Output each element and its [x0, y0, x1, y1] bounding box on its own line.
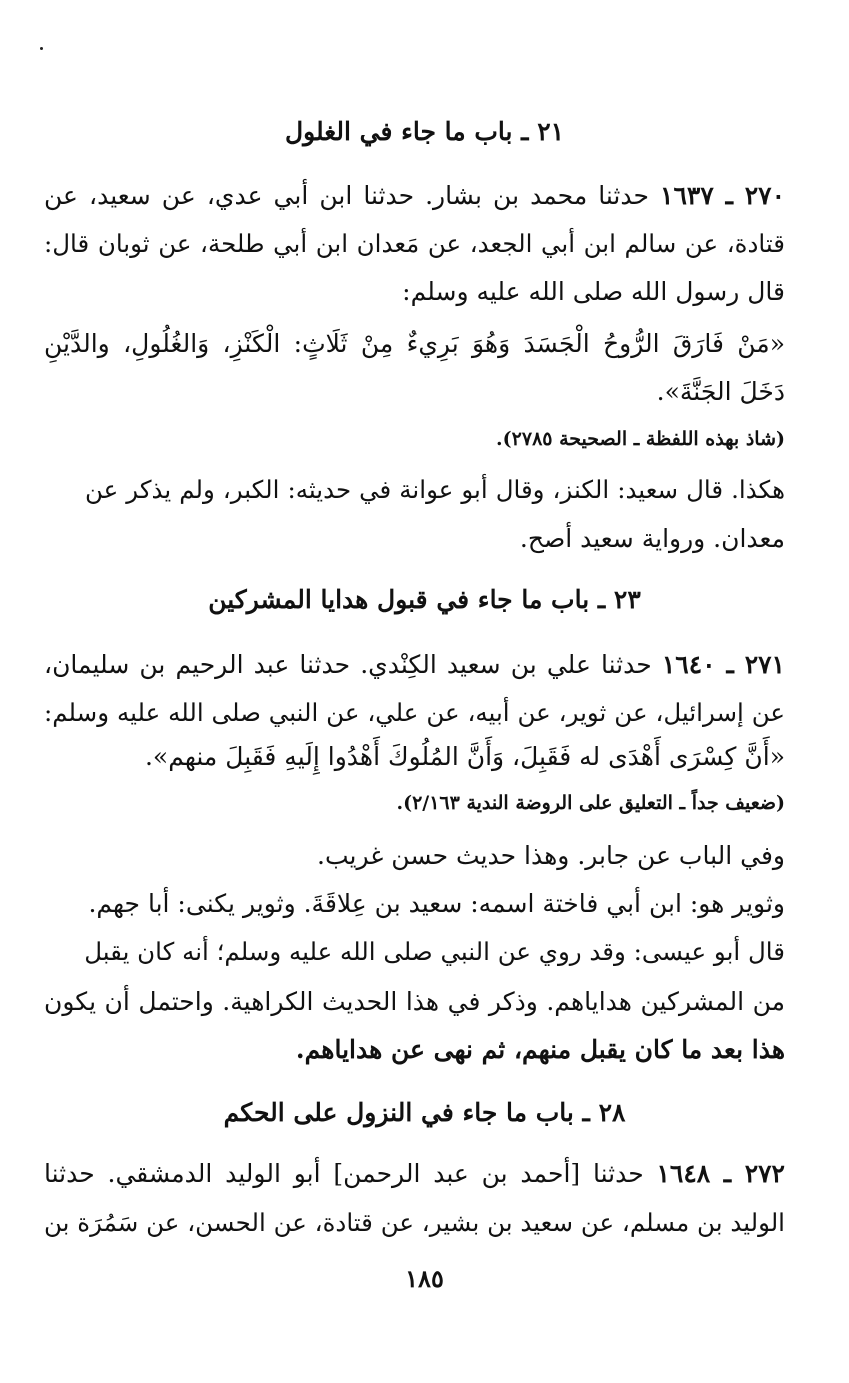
- hadith-271-commentary-1: وفي الباب عن جابر. وهذا حديث حسن غريب.: [317, 841, 785, 870]
- hadith-271-commentary-4: من المشركين هداياهم. وذكر في هذا الحديث الكراهية. واحتمل أن يكون: [44, 987, 785, 1016]
- hadith-270-matn-2: دَخَلَ الجَنَّةَ».: [656, 377, 785, 406]
- page-number: ١٨٥: [405, 1264, 444, 1293]
- hadith-271-line-2: عن إسرائيل، عن ثوير، عن أبيه، عن علي، عن النبي صلى الله عليه وسلم:: [44, 698, 785, 727]
- hadith-270-line-2: قتادة، عن سالم ابن أبي الجعد، عن مَعدان ابن أبي طلحة، عن ثوبان قال:: [44, 229, 785, 258]
- hadith-270-line-1: [44, 176, 785, 216]
- scan-speck: [40, 47, 43, 50]
- hadith-number: ٢٧٢ ـ ١٦٤٨: [656, 1159, 785, 1188]
- hadith-271-commentary-2: وثوير هو: ابن أبي فاختة اسمه: سعيد بن عِلاقَةَ. وثوير يكنى: أبا جهم.: [88, 889, 785, 918]
- hadith-270-matn-1: «مَنْ فَارَقَ الرُّوحُ الْجَسَدَ وَهُوَ بَرِيءٌ مِنْ ثَلَاثٍ: الْكَنْزِ، وَالغُلُولِ، والدَّيْنِ: [44, 329, 785, 358]
- hadith-271-commentary-3: قال أبو عيسى: وقد روي عن النبي صلى الله عليه وسلم؛ أنه كان يقبل: [84, 937, 785, 966]
- chapter-heading-ghulul: ٢١ ـ باب ما جاء في الغلول: [284, 117, 565, 146]
- hadith-270-commentary-2: معدان. ورواية سعيد أصح.: [519, 524, 785, 553]
- chapter-heading-gifts: ٢٣ ـ باب ما جاء في قبول هدايا المشركين: [208, 585, 641, 614]
- hadith-text: حدثنا [أحمد بن عبد الرحمن] أبو الوليد الدمشقي. حدثنا: [44, 1159, 644, 1188]
- hadith-text: حدثنا علي بن سعيد الكِنْدي. حدثنا عبد الرحيم بن سليمان،: [44, 650, 652, 679]
- hadith-272-line-1: [44, 1154, 785, 1194]
- hadith-272-line-2: الوليد بن مسلم، عن سعيد بن بشير، عن قتادة، عن الحسن، عن سَمُرَة بن: [44, 1208, 785, 1237]
- hadith-text: حدثنا محمد بن بشار. حدثنا ابن أبي عدي، عن سعيد، عن: [44, 181, 649, 210]
- hadith-270-commentary-1: هكذا. قال سعيد: الكنز، وقال أبو عوانة في حديثه: الكبر، ولم يذكر عن: [85, 475, 785, 504]
- hadith-271-commentary-5: هذا بعد ما كان يقبل منهم، ثم نهى عن هداياهم.: [295, 1035, 785, 1064]
- hadith-number: ٢٧٠ ـ ١٦٣٧: [660, 181, 786, 210]
- hadith-271-matn: «أَنَّ كِسْرَى أَهْدَى له فَقَبِلَ، وَأَنَّ المُلُوكَ أَهْدُوا إِلَيهِ فَقَبِلَ منهم».: [144, 742, 785, 771]
- chapter-heading-judgment: ٢٨ ـ باب ما جاء في النزول على الحكم: [223, 1098, 626, 1127]
- hadith-270-line-3: قال رسول الله صلى الله عليه وسلم:: [402, 277, 785, 306]
- hadith-number: ٢٧١ ـ ١٦٤٠: [661, 650, 785, 679]
- hadith-271-line-1: [44, 645, 785, 685]
- hadith-270-grading: (شاذ بهذه اللفظة ـ الصحيحة ٢٧٨٥).: [496, 428, 785, 450]
- hadith-271-grading: (ضعيف جداً ـ التعليق على الروضة الندية ٢/١٦٣).: [396, 792, 785, 814]
